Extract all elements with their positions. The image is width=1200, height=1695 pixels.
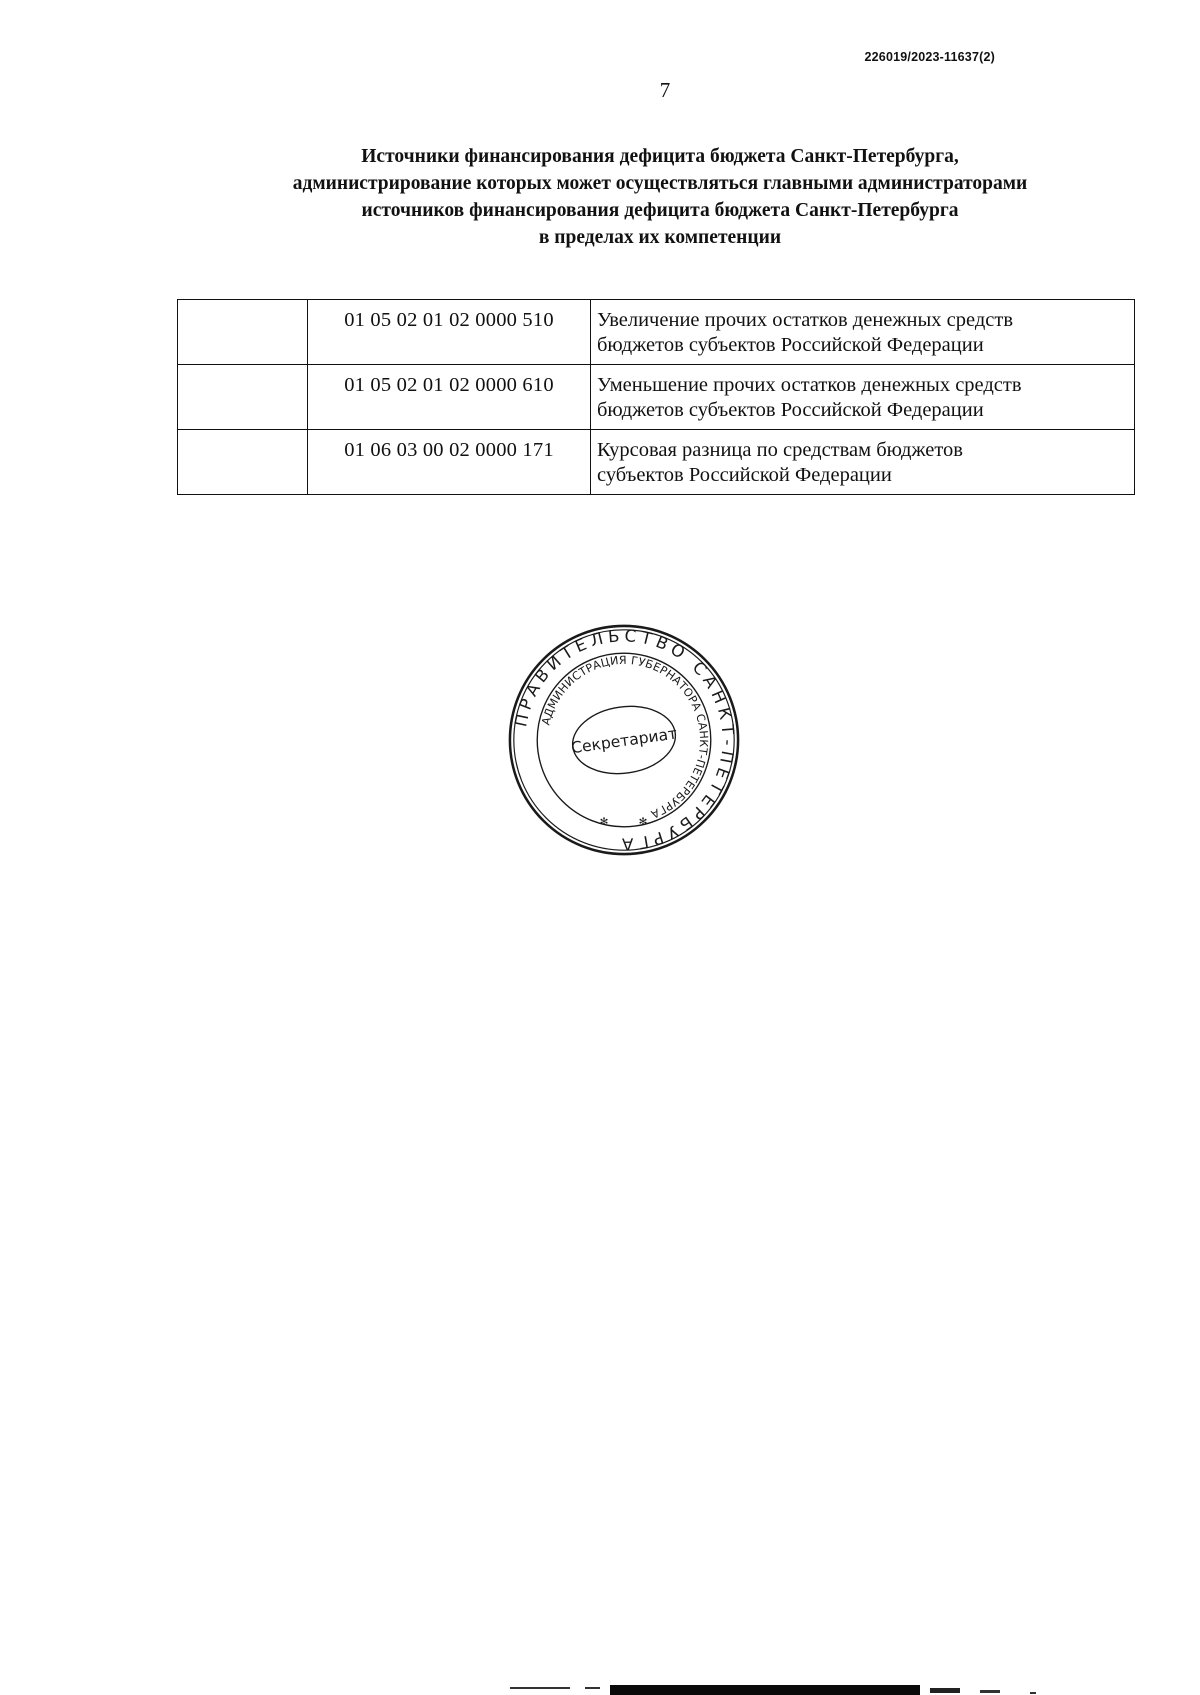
scan-mark [980, 1690, 1000, 1693]
document-id: 226019/2023-11637(2) [864, 50, 995, 64]
page-title [0, 143, 1200, 251]
scan-edge-marks [510, 1684, 1070, 1695]
scan-mark [930, 1688, 960, 1693]
source-name-line: Курсовая разница по средствам бюджетов [597, 439, 963, 461]
table-row [178, 300, 1135, 365]
seal-outer-text: ПРАВИТЕЛЬСТВО САНКТ-ПЕТЕРБУРГА [511, 626, 738, 854]
seal-star-icon: ✻ [599, 815, 609, 828]
admin-code-cell [178, 365, 308, 430]
title-line: Источники финансирования дефицита бюджета Санкт-Петербурга, [361, 146, 959, 167]
official-seal [507, 623, 741, 857]
source-code-cell: 01 06 03 00 02 0000 171 [308, 430, 591, 495]
sources-table [177, 299, 1135, 495]
source-code-cell: 01 05 02 01 02 0000 510 [308, 300, 591, 365]
source-name-line: субъектов Российской Федерации [597, 464, 892, 486]
admin-code-cell [178, 430, 308, 495]
source-name-cell [591, 430, 1135, 495]
title-line: в пределах их компетенции [538, 227, 782, 248]
seal-star-icon: ✻ [638, 815, 648, 828]
seal-inner-text: АДМИНИСТРАЦИЯ ГУБЕРНАТОРА САНКТ-ПЕТЕРБУРГА [539, 653, 711, 821]
source-name-line: Увеличение прочих остатков денежных средств [597, 309, 1014, 331]
scan-mark [1030, 1692, 1036, 1694]
title-line: источников финансирования дефицита бюджета Санкт-Петербурга [361, 200, 959, 221]
page-number: 7 [659, 78, 671, 102]
table-row [178, 430, 1135, 495]
scan-mark [510, 1687, 570, 1689]
source-name-cell [591, 300, 1135, 365]
scan-mark [585, 1687, 600, 1689]
source-code-cell: 01 05 02 01 02 0000 610 [308, 365, 591, 430]
title-line: администрирование которых может осуществляться главными администраторами [292, 173, 1028, 194]
source-name-line: Уменьшение прочих остатков денежных средств [597, 374, 1022, 396]
seal-center-text: Секретариат [570, 724, 679, 758]
source-name-line: бюджетов субъектов Российской Федерации [597, 334, 984, 356]
source-name-cell [591, 365, 1135, 430]
source-name-line: бюджетов субъектов Российской Федерации [597, 399, 984, 421]
scan-mark [610, 1685, 920, 1695]
table-row [178, 365, 1135, 430]
admin-code-cell [178, 300, 308, 365]
